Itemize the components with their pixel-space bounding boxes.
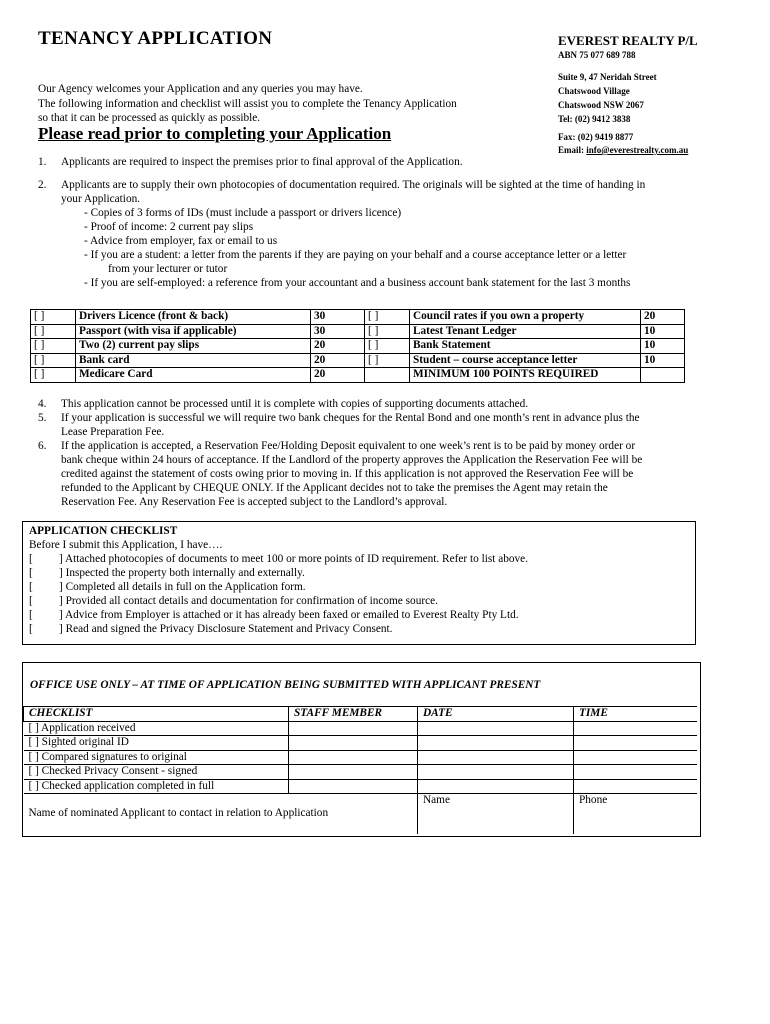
id-points-left: 20 [311, 368, 365, 383]
checklist-checkbox[interactable]: [ [29, 553, 33, 565]
checklist-checkbox[interactable]: [ [29, 595, 33, 607]
office-checklist-item[interactable]: [ ] Sighted original ID [24, 736, 289, 751]
item-text-cont: your Application. [61, 193, 141, 205]
agency-address-line1: Suite 9, 47 Neridah Street [558, 72, 657, 82]
id-points-table [30, 309, 685, 383]
id-checkbox[interactable]: [ ] [365, 310, 410, 325]
id-document-right: Bank Statement [410, 339, 641, 354]
checklist-item-text: ] Read and signed the Privacy Disclosure Statement and Privacy Consent. [59, 623, 393, 635]
checklist-item-text: ] Inspected the property both internally and externally. [59, 567, 305, 579]
col-header-date: DATE [418, 707, 574, 722]
checklist-item[interactable] [29, 552, 689, 566]
id-points-right: 10 [641, 324, 685, 339]
item-text: Applicants are to supply their own photocopies of documentation required. The originals will be sighted at the time of handing in [61, 179, 646, 191]
item-text: Applicants are required to inspect the premises prior to final approval of the Application. [61, 156, 463, 168]
requirement-item: - Copies of 3 forms of IDs (must include a passport or drivers licence) [84, 207, 402, 219]
office-checklist-row [24, 721, 698, 736]
id-checkbox[interactable]: [ ] [365, 324, 410, 339]
id-checkbox[interactable]: [ ] [31, 339, 76, 354]
item-text-cont: Reservation Fee. Any Reservation Fee is accepted subject to the Landlord’s approval. [61, 496, 448, 508]
application-checklist-box [22, 521, 696, 645]
page-title: TENANCY APPLICATION [38, 28, 273, 49]
id-points-row [31, 310, 685, 325]
nominated-applicant-label: Name of nominated Applicant to contact in relation to Application [24, 794, 418, 835]
email-link[interactable]: info@everestrealty.com.au [586, 145, 689, 155]
id-checkbox[interactable]: [ ] [365, 353, 410, 368]
time-cell[interactable] [574, 765, 698, 780]
requirement-item: - Advice from employer, fax or email to us [84, 235, 278, 247]
item-text: This application cannot be processed until it is complete with copies of supporting documents attached. [61, 398, 529, 410]
list-item [38, 397, 758, 411]
office-checklist-row [24, 750, 698, 765]
col-header-checklist: CHECKLIST [24, 707, 289, 722]
staff-member-cell[interactable] [289, 721, 418, 736]
id-points-row [31, 324, 685, 339]
id-document-left: Medicare Card [76, 368, 311, 383]
id-checkbox[interactable]: [ ] [365, 339, 410, 354]
id-document-right: Student – course acceptance letter [410, 353, 641, 368]
requirement-item: - If you are self-employed: a reference from your accountant and a business account bank statement for the last 3 months [84, 277, 631, 289]
id-points-left: 20 [311, 353, 365, 368]
item-text-cont: refunded to the Applicant by CHEQUE ONLY. If the Applicant decides not to take the premises the Agent may retain the [61, 482, 608, 494]
staff-member-cell[interactable] [289, 736, 418, 751]
agency-fax: Fax: (02) 9419 8877 [558, 132, 634, 142]
requirement-item: - Proof of income: 2 current pay slips [84, 221, 254, 233]
id-document-right: Latest Tenant Ledger [410, 324, 641, 339]
id-points-left: 30 [311, 324, 365, 339]
checklist-checkbox[interactable]: [ [29, 623, 33, 635]
item-text-cont: bank cheque within 24 hours of acceptance. If the Landlord of the property approves the Application the Reservation Fee will be [61, 454, 643, 466]
agency-email-row [558, 145, 688, 155]
name-label: Name [423, 794, 450, 806]
checklist-checkbox[interactable]: [ [29, 567, 33, 579]
office-checklist-item[interactable]: [ ] Compared signatures to original [24, 750, 289, 765]
office-checklist-item[interactable]: [ ] Checked Privacy Consent - signed [24, 765, 289, 780]
intro-line: The following information and checklist will assist you to complete the Tenancy Application [38, 97, 457, 110]
list-item [38, 411, 758, 439]
phone-label: Phone [579, 794, 608, 806]
date-cell[interactable] [418, 765, 574, 780]
agency-tel: Tel: (02) 9412 3838 [558, 114, 631, 124]
date-cell[interactable] [418, 750, 574, 765]
id-checkbox [365, 368, 410, 383]
intro-line: so that it can be processed as quickly as possible. [38, 112, 261, 124]
time-cell[interactable] [574, 750, 698, 765]
item-number: 6. [38, 440, 47, 452]
id-points-right: 20 [641, 310, 685, 325]
id-points-row [31, 339, 685, 354]
id-document-right: Council rates if you own a property [410, 310, 641, 325]
requirement-item: - If you are a student: a letter from the parents if they are paying on your behalf and a course acceptance letter or a letter [84, 249, 627, 261]
checklist-item-text: ] Attached photocopies of documents to meet 100 or more points of ID requirement. Refer to list above. [59, 553, 529, 565]
item-number: 2. [38, 179, 47, 191]
id-points-row [31, 353, 685, 368]
office-use-title: OFFICE USE ONLY – AT TIME OF APPLICATION BEING SUBMITTED WITH APPLICANT PRESENT [30, 679, 541, 691]
item-number: 4. [38, 398, 47, 410]
time-cell[interactable] [574, 721, 698, 736]
requirement-item-cont: from your lecturer or tutor [108, 263, 228, 275]
id-points-left: 20 [311, 339, 365, 354]
col-header-staff: STAFF MEMBER [289, 707, 418, 722]
list-item [38, 178, 758, 206]
id-points-left: 30 [311, 310, 365, 325]
id-points-right: 10 [641, 339, 685, 354]
staff-member-cell[interactable] [289, 779, 418, 794]
id-document-left: Passport (with visa if applicable) [76, 324, 311, 339]
checklist-item-text: ] Completed all details in full on the Application form. [59, 581, 306, 593]
item-text-cont: credited against the statement of costs owing prior to moving in. If this application is not approved the Reservation Fee will be [61, 468, 634, 480]
office-checklist-row [24, 779, 698, 794]
office-use-box [22, 662, 701, 837]
checklist-item[interactable] [29, 566, 689, 580]
item-text-cont: Lease Preparation Fee. [61, 426, 165, 438]
checklist-item-text: ] Provided all contact details and documentation for confirmation of income source. [59, 595, 438, 607]
item-number: 5. [38, 412, 47, 424]
time-cell[interactable] [574, 779, 698, 794]
id-points-right [641, 368, 685, 383]
id-points-right: 10 [641, 353, 685, 368]
item-number: 1. [38, 156, 47, 168]
time-cell[interactable] [574, 736, 698, 751]
list-item [38, 155, 738, 169]
office-checklist-row [24, 736, 698, 751]
checklist-heading: APPLICATION CHECKLIST [29, 525, 178, 537]
date-cell[interactable] [418, 779, 574, 794]
list-item [38, 439, 758, 509]
date-cell[interactable] [418, 721, 574, 736]
checklist-item[interactable] [29, 580, 689, 594]
office-checklist-item[interactable]: [ ] Application received [24, 721, 289, 736]
item-text: If your application is successful we will require two bank cheques for the Rental Bond and one month’s rent in advance plus the [61, 412, 640, 424]
office-checklist-table [23, 706, 697, 834]
intro-text [38, 82, 457, 126]
id-checkbox[interactable]: [ ] [31, 353, 76, 368]
email-label: Email: [558, 145, 587, 155]
id-points-row [31, 368, 685, 383]
agency-abn: ABN 75 077 689 788 [558, 50, 636, 60]
agency-address-line3: Chatswood NSW 2067 [558, 100, 644, 110]
id-document-right: MINIMUM 100 POINTS REQUIRED [410, 368, 641, 383]
nominated-name-field[interactable] [418, 794, 574, 835]
agency-address-line2: Chatswood Village [558, 86, 630, 96]
id-checkbox[interactable]: [ ] [31, 324, 76, 339]
checklist-item-text: ] Advice from Employer is attached or it has already been faxed or emailed to Everest Realty Pty Ltd. [59, 609, 519, 621]
nominated-phone-field[interactable] [574, 794, 698, 835]
checklist-item[interactable] [29, 608, 689, 622]
office-checklist-item[interactable]: [ ] Checked application completed in full [24, 779, 289, 794]
col-header-time: TIME [574, 707, 698, 722]
id-document-left: Two (2) current pay slips [76, 339, 311, 354]
id-checkbox[interactable]: [ ] [31, 368, 76, 383]
office-checklist-row [24, 765, 698, 780]
checklist-item[interactable] [29, 622, 689, 636]
please-read-heading: Please read prior to completing your Application [38, 124, 392, 143]
checklist-item[interactable] [29, 594, 689, 608]
id-checkbox[interactable]: [ ] [31, 310, 76, 325]
checklist-checkbox[interactable]: [ [29, 609, 33, 621]
item-text: If the application is accepted, a Reservation Fee/Holding Deposit equivalent to one week’s rent is to be paid by money order or [61, 440, 636, 452]
agency-name: EVEREST REALTY P/L [558, 33, 698, 48]
id-document-left: Drivers Licence (front & back) [76, 310, 311, 325]
intro-line: Our Agency welcomes your Application and any queries you may have. [38, 83, 363, 95]
staff-member-cell[interactable] [289, 750, 418, 765]
checklist-checkbox[interactable]: [ [29, 581, 33, 593]
id-document-left: Bank card [76, 353, 311, 368]
checklist-intro: Before I submit this Application, I have…. [29, 539, 223, 551]
date-cell[interactable] [418, 736, 574, 751]
staff-member-cell[interactable] [289, 765, 418, 780]
